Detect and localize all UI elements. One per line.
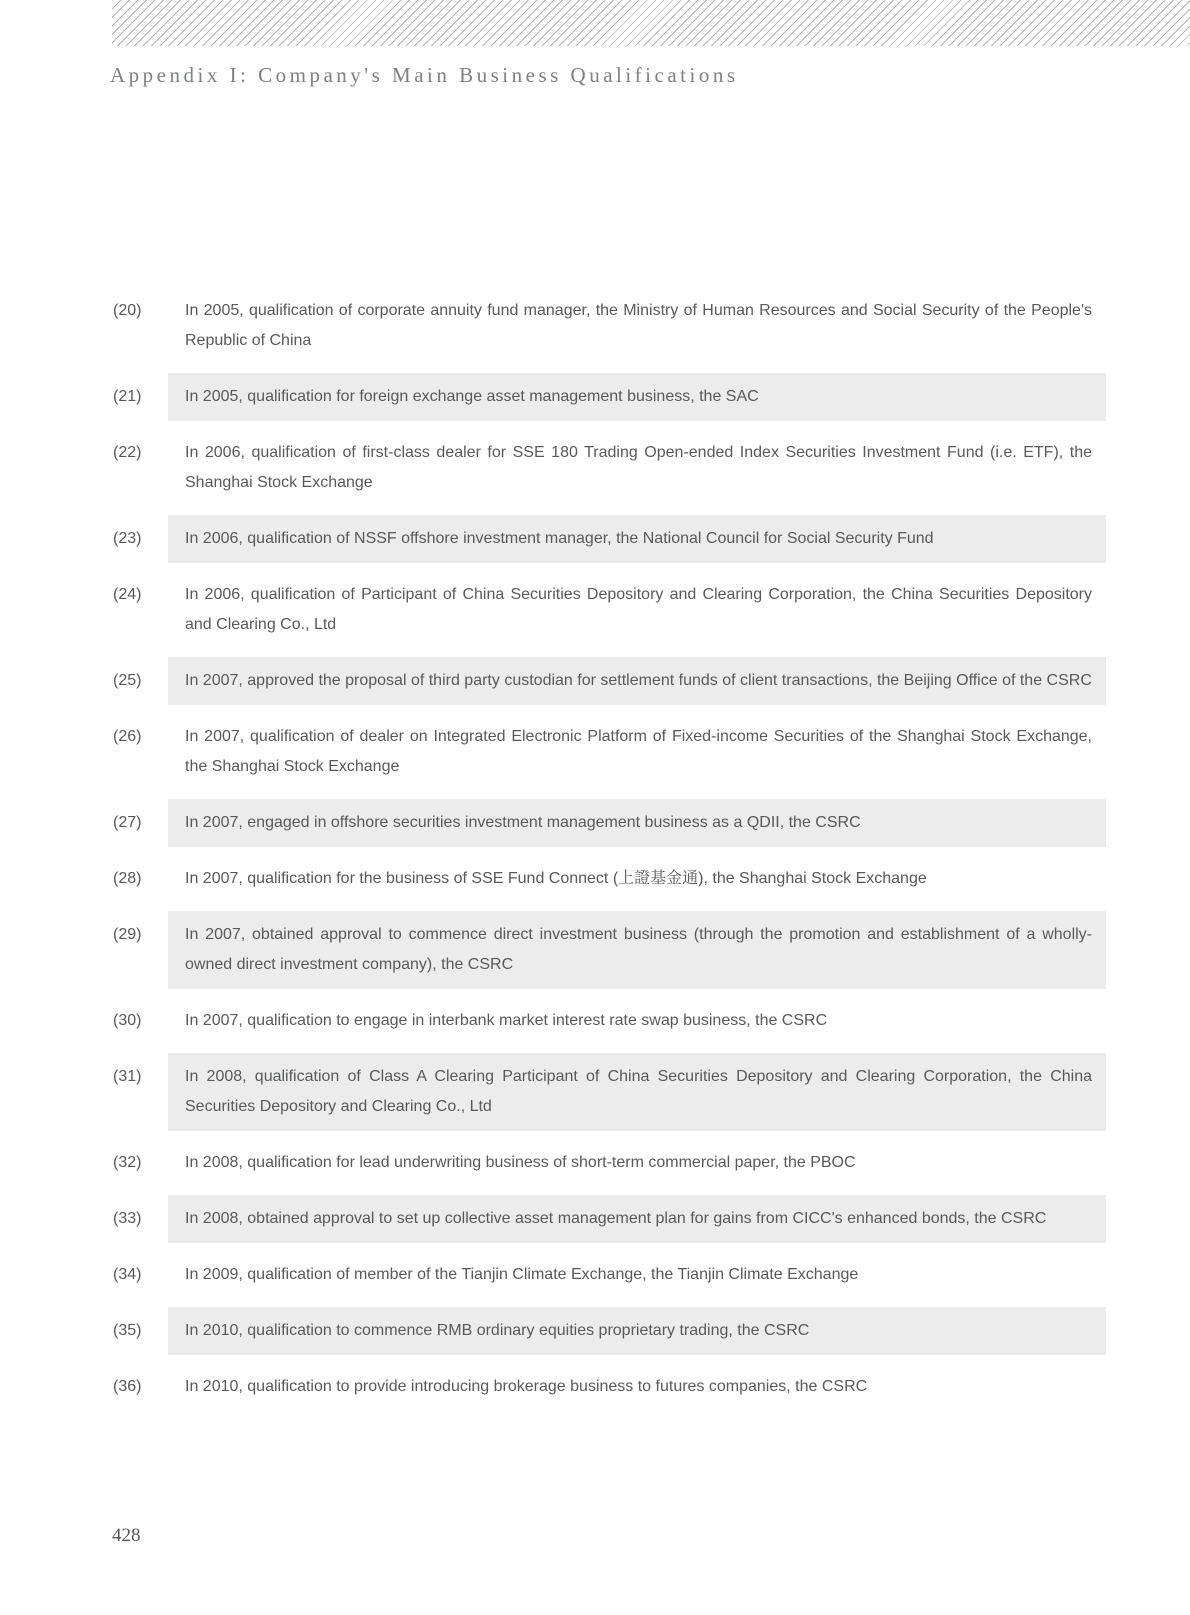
item-text: In 2006, qualification of Participant of China Securities Depository and Clearing Corporation, the China Securities Depository and Clearing Co., Ltd [185, 586, 1092, 633]
item-number: (32) [113, 1154, 142, 1171]
list-item [113, 657, 1106, 705]
item-number: (29) [113, 926, 142, 943]
item-text: In 2008, qualification of Class A Clearing Participant of China Securities Depository and Clearing Corporation, the China Securities Depository and Clearing Co., Ltd [168, 1053, 1106, 1131]
item-text: In 2005, qualification of corporate annuity fund manager, the Ministry of Human Resources and Social Security of the People's Republic of China [185, 302, 1092, 349]
list-item [113, 1053, 1106, 1131]
list-item [113, 997, 1106, 1045]
item-text: In 2007, qualification of dealer on Integrated Electronic Platform of Fixed-income Securities of the Shanghai Stock Exchange, the Shanghai Stock Exchange [185, 728, 1092, 775]
item-text: In 2007, approved the proposal of third party custodian for settlement funds of client transactions, the Beijing Office of the CSRC [168, 657, 1106, 705]
qualifications-list [113, 287, 1106, 1419]
item-text: In 2008, obtained approval to set up collective asset management plan for gains from CICC's enhanced bonds, the CSRC [168, 1195, 1106, 1243]
list-item [113, 287, 1106, 365]
list-item [113, 1195, 1106, 1243]
item-text: In 2006, qualification of first-class dealer for SSE 180 Trading Open-ended Index Securities Investment Fund (i.e. ETF), the Shanghai Stock Exchange [185, 444, 1092, 491]
item-text: In 2007, qualification to engage in interbank market interest rate swap business, the CSRC [185, 1012, 828, 1029]
item-text: In 2007, engaged in offshore securities investment management business as a QDII, the CSRC [168, 799, 1106, 847]
list-item [113, 515, 1106, 563]
list-item [113, 1307, 1106, 1355]
item-number: (25) [113, 672, 142, 689]
list-item [113, 429, 1106, 507]
item-number: (23) [113, 530, 142, 547]
list-item [113, 855, 1106, 903]
item-text: In 2005, qualification for foreign exchange asset management business, the SAC [168, 373, 1106, 421]
item-number: (35) [113, 1322, 142, 1339]
item-number: (36) [113, 1378, 142, 1395]
page-title: Appendix I: Company's Main Business Qualifications [110, 63, 739, 87]
item-text: In 2007, qualification for the business of SSE Fund Connect (上證基金通), the Shanghai Stock Exchange [185, 870, 927, 887]
item-number: (21) [113, 388, 142, 405]
list-item [113, 911, 1106, 989]
list-item [113, 1251, 1106, 1299]
item-text: In 2008, qualification for lead underwriting business of short-term commercial paper, the PBOC [185, 1154, 856, 1171]
item-number: (30) [113, 1012, 142, 1029]
list-item [113, 571, 1106, 649]
item-number: (20) [113, 302, 142, 319]
list-item [113, 1363, 1106, 1411]
list-item [113, 1139, 1106, 1187]
hatched-banner [112, 0, 1190, 46]
item-text: In 2006, qualification of NSSF offshore investment manager, the National Council for Social Security Fund [168, 515, 1106, 563]
list-item [113, 799, 1106, 847]
item-number: (26) [113, 728, 142, 745]
page-number: 428 [112, 1525, 141, 1546]
item-number: (27) [113, 814, 142, 831]
item-text: In 2009, qualification of member of the Tianjin Climate Exchange, the Tianjin Climate Exchange [185, 1266, 859, 1283]
list-item [113, 373, 1106, 421]
item-number: (34) [113, 1266, 142, 1283]
item-text: In 2007, obtained approval to commence direct investment business (through the promotion and establishment of a wholly-owned direct investment company), the CSRC [168, 911, 1106, 989]
item-number: (33) [113, 1210, 142, 1227]
item-number: (31) [113, 1068, 142, 1085]
item-number: (22) [113, 444, 142, 461]
item-number: (24) [113, 586, 142, 603]
item-number: (28) [113, 870, 142, 887]
item-text: In 2010, qualification to provide introducing brokerage business to futures companies, the CSRC [185, 1378, 868, 1395]
item-text: In 2010, qualification to commence RMB ordinary equities proprietary trading, the CSRC [168, 1307, 1106, 1355]
list-item [113, 713, 1106, 791]
